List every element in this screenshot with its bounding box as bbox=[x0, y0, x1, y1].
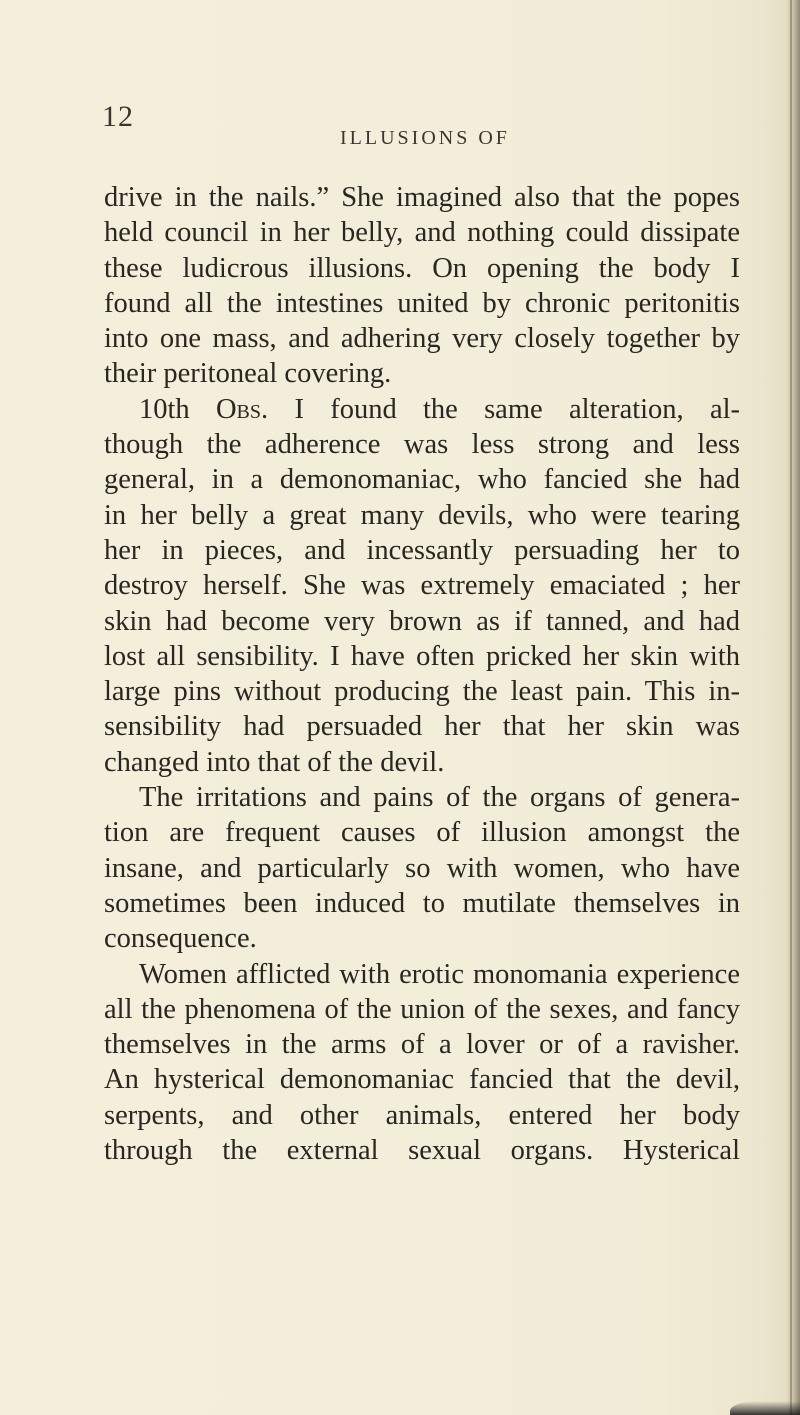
body-text bbox=[104, 180, 740, 1168]
text-line: found all the intestines united by chronic peritonitis bbox=[104, 287, 740, 319]
text-line: through the external sexual organs. Hysterical bbox=[104, 1135, 740, 1167]
text-line: these ludicrous illusions. On opening the body I bbox=[104, 252, 740, 284]
text-line: drive in the nails.” She imagined also that the popes bbox=[104, 182, 740, 213]
text-line: their peritoneal covering. bbox=[104, 358, 392, 390]
text-line: her in pieces, and incessantly persuading her to bbox=[104, 534, 740, 566]
text-line: An hysterical demonomaniac fancied that the devil, bbox=[104, 1064, 740, 1096]
text-line: themselves in the arms of a lover or of a ravisher. bbox=[104, 1029, 740, 1061]
text-line: lost all sensibility. I have often pricked her skin with bbox=[104, 640, 740, 672]
text-line: large pins without producing the least pain. This in- bbox=[104, 676, 740, 708]
running-head: ILLUSIONS OF bbox=[340, 127, 510, 149]
text-line: skin had become very brown as if tanned, and had bbox=[104, 605, 740, 637]
text-line: I found the same alteration, al- bbox=[294, 393, 741, 425]
text-line: The irritations and pains of the organs of genera- bbox=[139, 782, 740, 814]
page-corner-shadow bbox=[730, 1401, 800, 1415]
text-line: insane, and particularly so with women, who have bbox=[104, 852, 740, 884]
text-line: sometimes been induced to mutilate themselves in bbox=[104, 887, 740, 919]
text-line: changed into that of the devil. bbox=[104, 746, 445, 778]
observation-line bbox=[104, 392, 740, 427]
page-number: 12 bbox=[102, 100, 134, 133]
text-line: serpents, and other animals, entered her body bbox=[104, 1099, 740, 1131]
text-line: destroy herself. She was extremely emaciated ; her bbox=[104, 570, 740, 602]
observation-number: 10th bbox=[139, 393, 190, 425]
text-line: general, in a demonomaniac, who fancied she had bbox=[104, 464, 740, 496]
text-line: held council in her belly, and nothing could dissipate bbox=[104, 217, 740, 249]
text-line: Women afflicted with erotic monomania experience bbox=[139, 958, 740, 990]
observation-label: Obs. bbox=[215, 393, 269, 425]
text-line: sensibility had persuaded her that her skin was bbox=[104, 711, 740, 743]
page-edge-shadow bbox=[786, 0, 800, 1415]
text-line: tion are frequent causes of illusion amongst the bbox=[104, 817, 740, 849]
text-line: though the adherence was less strong and less bbox=[104, 429, 740, 461]
text-line: into one mass, and adhering very closely together by bbox=[104, 323, 740, 355]
text-line: in her belly a great many devils, who were tearing bbox=[104, 499, 740, 531]
text-line: all the phenomena of the union of the sexes, and fancy bbox=[104, 993, 740, 1025]
text-line: consequence. bbox=[104, 923, 257, 955]
